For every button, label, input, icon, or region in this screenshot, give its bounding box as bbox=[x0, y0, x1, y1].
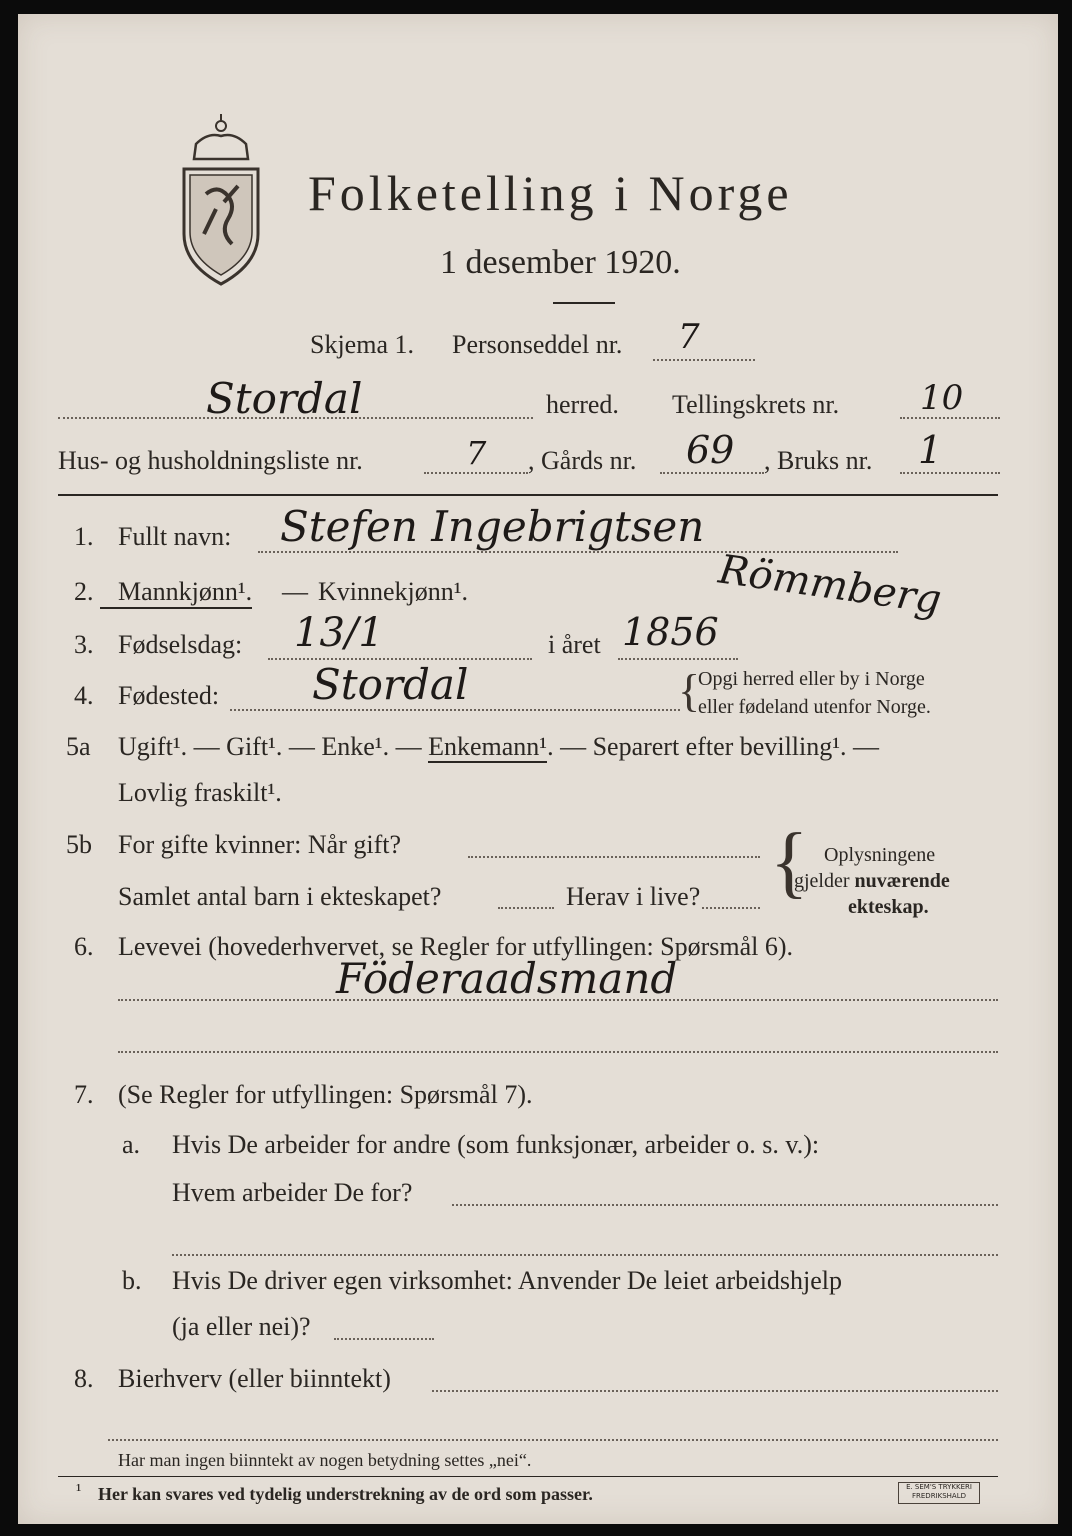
herred-value: Stordal bbox=[206, 374, 363, 423]
year-field[interactable] bbox=[618, 658, 738, 660]
q5b-number: 5b bbox=[66, 830, 92, 859]
herred-field[interactable] bbox=[58, 417, 533, 419]
marital-status-c[interactable]: . — Separert efter bevilling¹. — bbox=[547, 732, 880, 761]
printer-name: E. SEM'S TRYKKERI bbox=[906, 1483, 972, 1491]
full-name-value-2: Römmberg bbox=[715, 546, 945, 624]
q7-number: 7. bbox=[74, 1080, 94, 1109]
birthplace-brace: { bbox=[678, 665, 701, 716]
q8-label: Bierhverv (eller biinntekt) bbox=[118, 1364, 391, 1393]
footnote-text: Her kan svares ved tydelig understrekning av de ord som passer. bbox=[98, 1484, 593, 1504]
q8-number: 8. bbox=[74, 1364, 94, 1393]
gards-label: , Gårds nr. bbox=[528, 446, 637, 475]
q3-label: Fødselsdag: bbox=[118, 630, 243, 659]
header-divider bbox=[58, 494, 998, 496]
marital-status-a[interactable]: Ugift¹. — Gift¹. — Enke¹. — bbox=[118, 732, 422, 761]
year-label: i året bbox=[548, 630, 601, 659]
skjema-label: Skjema 1. bbox=[310, 330, 414, 359]
hus-label: Hus- og husholdningsliste nr. bbox=[58, 446, 363, 475]
married-when-label: For gifte kvinner: Når gift? bbox=[118, 830, 402, 859]
marriage-note-3: ekteskap. bbox=[848, 896, 929, 918]
sex-option-male[interactable]: Mannkjønn¹. bbox=[100, 577, 252, 609]
children-total-label: Samlet antal barn i ekteskapet? bbox=[118, 882, 442, 911]
hired-help-field[interactable] bbox=[334, 1338, 434, 1340]
gards-field[interactable] bbox=[660, 472, 764, 474]
hus-field[interactable] bbox=[424, 472, 528, 474]
occupation-field-2[interactable] bbox=[118, 1051, 998, 1053]
printer-city: FREDRIKSHALD bbox=[911, 1492, 966, 1500]
q7a-letter: a. bbox=[122, 1130, 141, 1159]
marriage-brace: { bbox=[770, 818, 809, 906]
bruks-value: 1 bbox=[918, 428, 943, 472]
q6-number: 6. bbox=[74, 932, 94, 961]
side-income-field[interactable] bbox=[432, 1390, 998, 1392]
printer-stamp bbox=[898, 1482, 980, 1504]
title-rule bbox=[553, 302, 615, 304]
birthplace-note-2: eller fødeland utenfor Norge. bbox=[698, 696, 931, 718]
children-alive-field[interactable] bbox=[702, 907, 760, 909]
married-when-field[interactable] bbox=[468, 856, 760, 858]
q6-label: Levevei (hovederhvervet, se Regler for utfyllingen: Spørsmål 6). bbox=[118, 932, 794, 961]
census-date: 1 desember 1920. bbox=[440, 244, 681, 281]
occupation-value: Föderaadsmand bbox=[336, 954, 678, 1003]
employer-field-2[interactable] bbox=[172, 1254, 998, 1256]
coat-of-arms-emblem bbox=[176, 114, 266, 289]
children-total-field[interactable] bbox=[498, 907, 554, 909]
q5a-number: 5a bbox=[66, 732, 91, 761]
q7b-text: Hvis De driver egen virksomhet: Anvender De leiet arbeidshjelp bbox=[172, 1266, 843, 1295]
herred-label: herred. bbox=[546, 390, 619, 419]
q2-number: 2. bbox=[74, 577, 94, 606]
birthday-value: 13/1 bbox=[294, 610, 384, 656]
form-title: Folketelling i Norge bbox=[308, 165, 793, 221]
q4-number: 4. bbox=[74, 681, 94, 710]
q4-label: Fødested: bbox=[118, 681, 220, 710]
sex-separator: — bbox=[282, 577, 308, 606]
sex-option-female[interactable]: Kvinnekjønn¹. bbox=[318, 577, 469, 606]
q7b-letter: b. bbox=[122, 1266, 142, 1295]
q7b-text-2: (ja eller nei)? bbox=[172, 1312, 311, 1341]
birthplace-field[interactable] bbox=[230, 709, 680, 711]
tellingskrets-value: 10 bbox=[920, 378, 964, 418]
marital-status-widower[interactable]: Enkemann¹ bbox=[428, 732, 548, 761]
marriage-note-2: gjelder nuværende bbox=[794, 870, 950, 892]
q7a-text-2: Hvem arbeider De for? bbox=[172, 1178, 413, 1207]
marriage-note-1: Oplysningene bbox=[824, 844, 936, 866]
hus-value: 7 bbox=[466, 434, 487, 472]
birthplace-value: Stordal bbox=[312, 660, 469, 709]
birthplace-note-1: Opgi herred eller by i Norge bbox=[698, 668, 925, 690]
full-name-value: Stefen Ingebrigtsen bbox=[280, 502, 705, 551]
gards-value: 69 bbox=[686, 428, 735, 472]
personseddel-label: Personseddel nr. bbox=[452, 330, 623, 359]
bruks-field[interactable] bbox=[900, 472, 1000, 474]
q3-number: 3. bbox=[74, 630, 94, 659]
year-value: 1856 bbox=[622, 610, 719, 654]
employer-field[interactable] bbox=[452, 1204, 998, 1206]
side-income-note: Har man ingen biinntekt av nogen betydning settes „nei“. bbox=[118, 1450, 532, 1470]
footnote-rule bbox=[58, 1476, 998, 1477]
q1-label: Fullt navn: bbox=[118, 522, 232, 551]
census-form-page bbox=[18, 14, 1058, 1524]
q7a-text: Hvis De arbeider for andre (som funksjonær, arbeider o. s. v.): bbox=[172, 1130, 820, 1159]
personseddel-field[interactable] bbox=[653, 359, 755, 361]
footnote-number: ¹ bbox=[76, 1480, 82, 1500]
children-alive-label: Herav i live? bbox=[566, 882, 701, 911]
bruks-label: , Bruks nr. bbox=[764, 446, 873, 475]
side-income-field-2[interactable] bbox=[108, 1439, 998, 1441]
full-name-field[interactable] bbox=[258, 551, 898, 553]
personseddel-value: 7 bbox=[678, 317, 700, 357]
marital-status-divorced[interactable]: Lovlig fraskilt¹. bbox=[118, 778, 282, 807]
marital-status-options-1 bbox=[118, 732, 879, 762]
q7-label: (Se Regler for utfyllingen: Spørsmål 7). bbox=[118, 1080, 533, 1109]
q1-number: 1. bbox=[74, 522, 94, 551]
tellingskrets-label: Tellingskrets nr. bbox=[672, 390, 840, 419]
